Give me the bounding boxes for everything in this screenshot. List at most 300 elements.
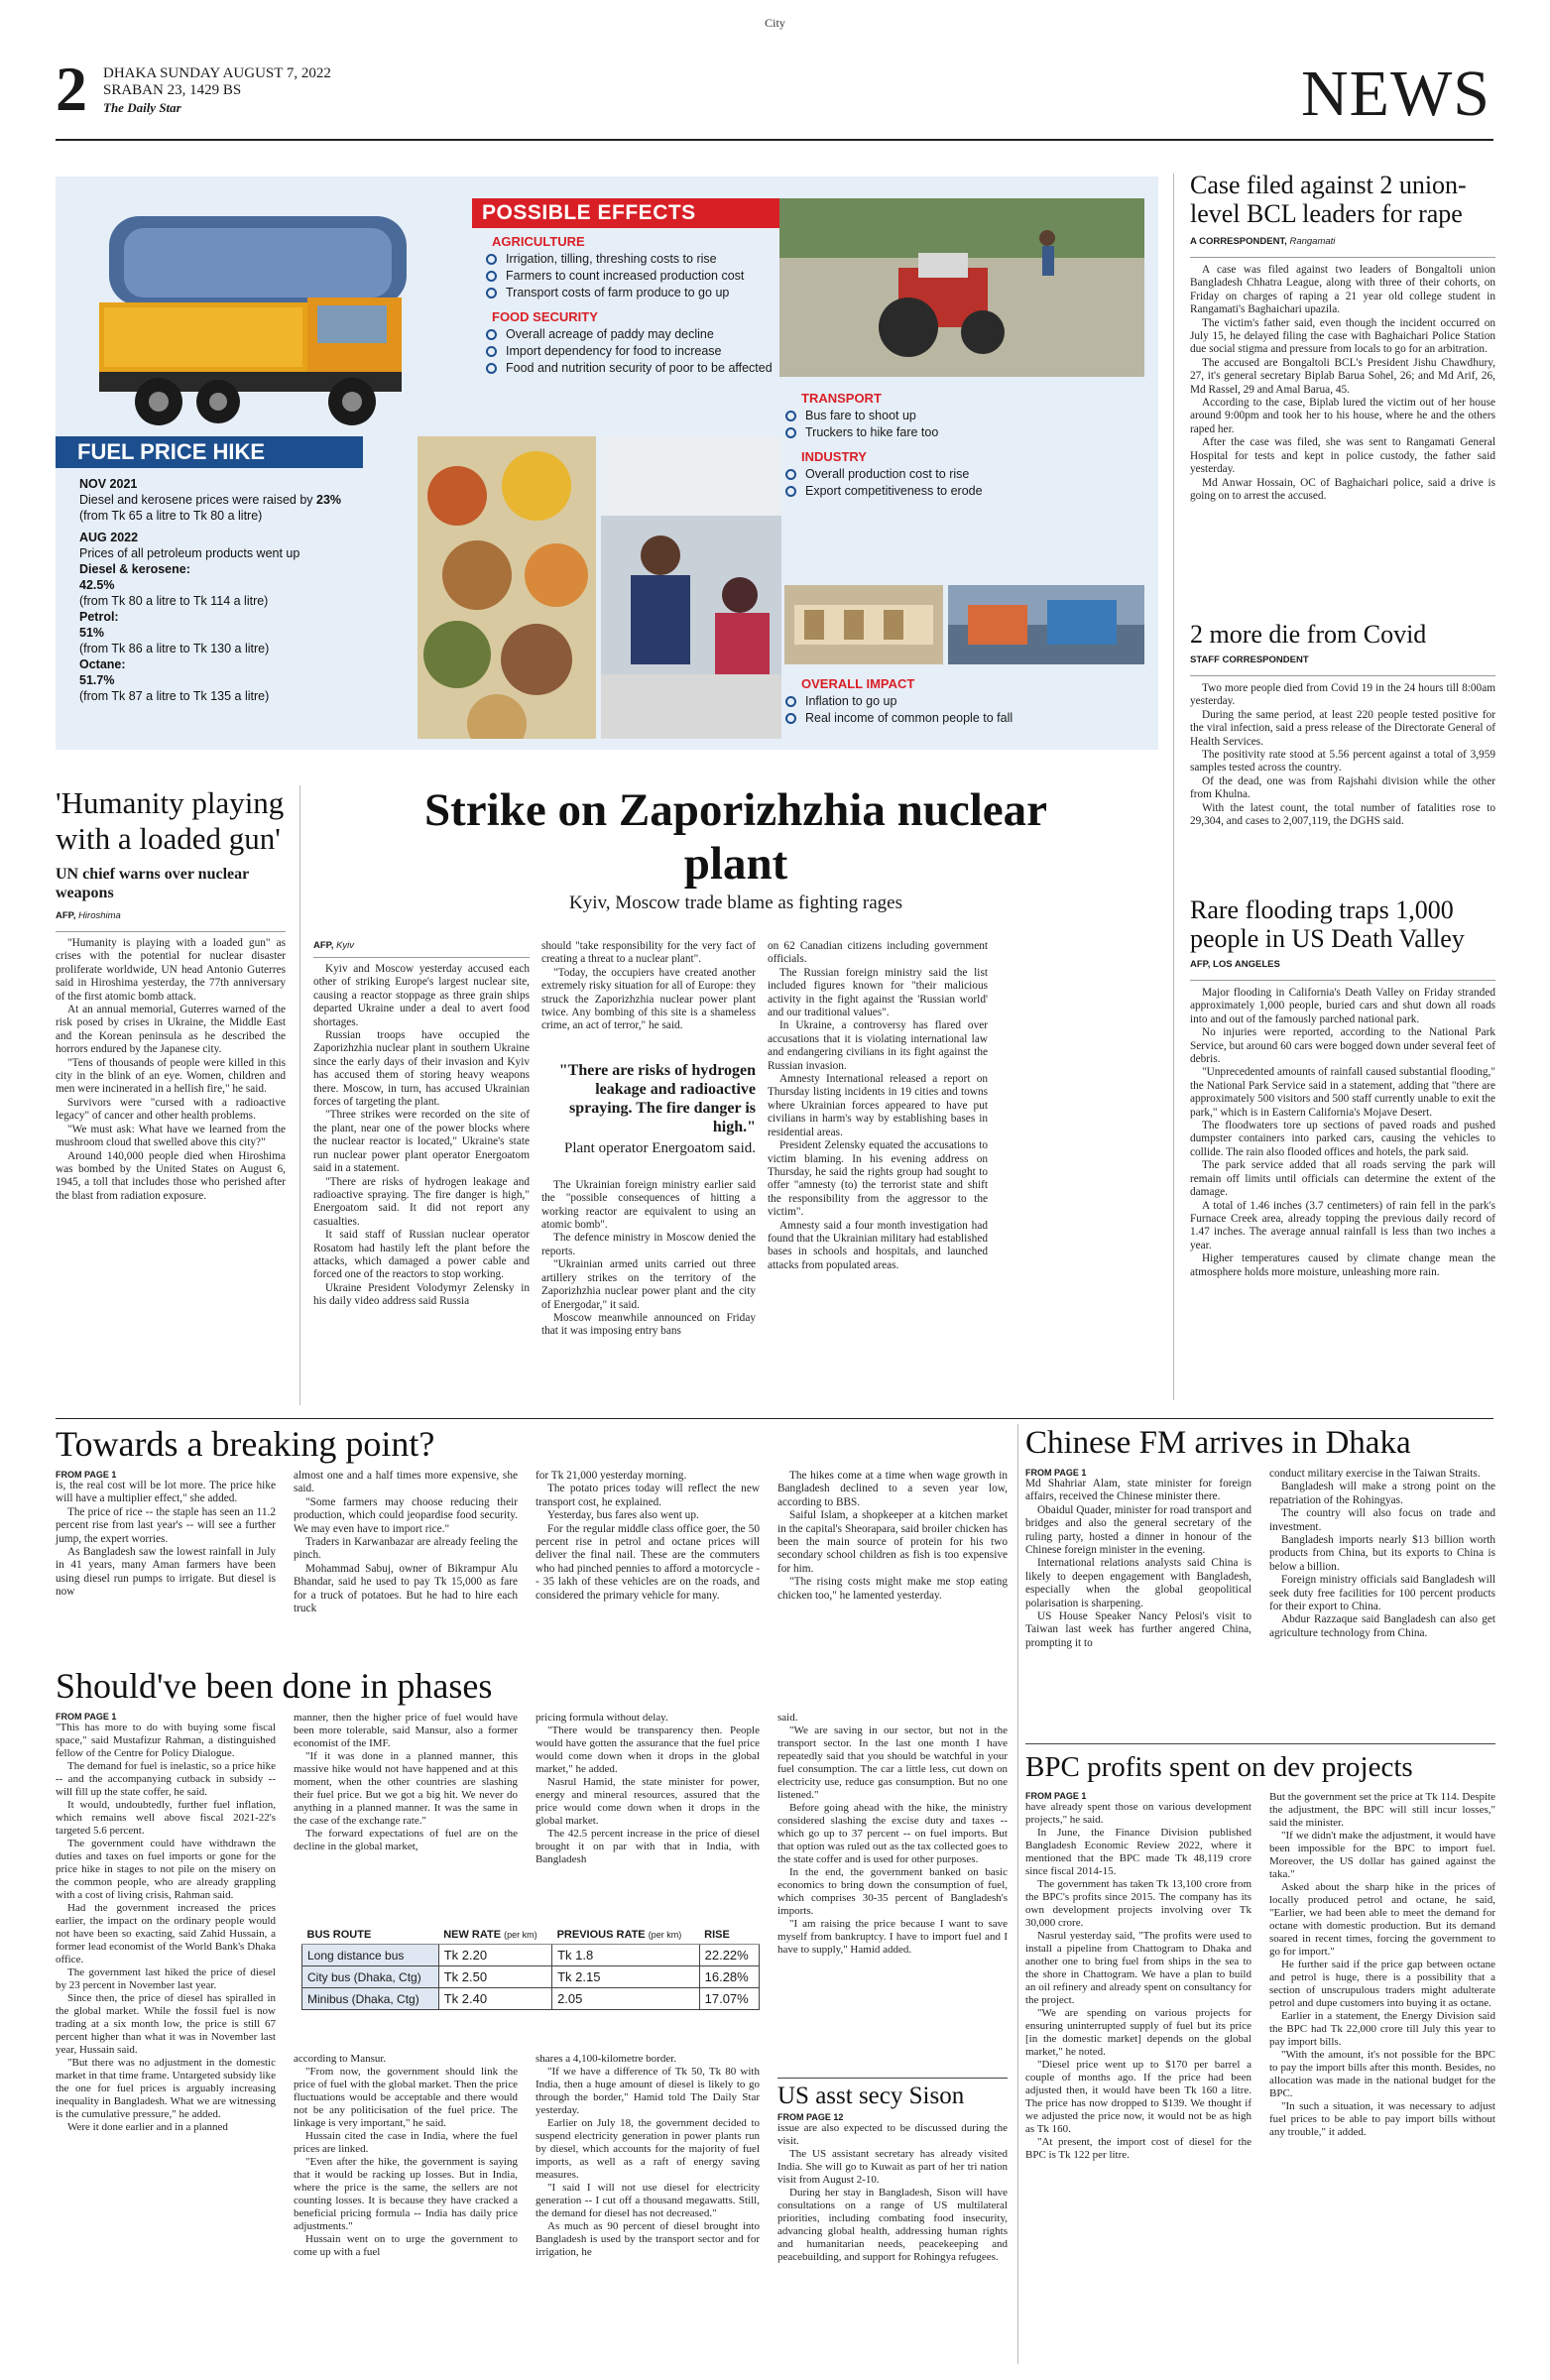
humanity-body bbox=[56, 931, 286, 1203]
paragraph: During the same period, at least 220 people tested positive for the viral infection, said a press release of the Directorate General of Health Services. bbox=[1190, 708, 1495, 748]
from-page: FROM PAGE 1 bbox=[1025, 1468, 1087, 1478]
shouldve-body-3a bbox=[536, 1712, 760, 1866]
shouldve-story bbox=[56, 1666, 1008, 1706]
paragraph: Ukraine President Volodymyr Zelensky in his daily video address said Russia bbox=[313, 1281, 530, 1308]
garment-factory-photo bbox=[601, 436, 781, 739]
paragraph: The Ukrainian foreign ministry earlier said the "possible consequences of hitting a working reactor are equivalent to using an atomic bomb". bbox=[541, 1178, 756, 1232]
diesel-label: Diesel & kerosene: bbox=[79, 562, 190, 576]
breaking-story bbox=[56, 1424, 1008, 1464]
paragraph: Kyiv and Moscow yesterday accused each other of striking Europe's largest nuclear site, causing a reactor stoppage as three grain ships departed Ukraine under a deal to avert food shortages. bbox=[313, 963, 530, 1028]
agriculture-item bbox=[486, 252, 809, 266]
paragraph: The government last hiked the price of diesel by 23 percent in November last year. bbox=[56, 1966, 276, 1991]
possible-effects-title: POSSIBLE EFFECTS bbox=[472, 198, 809, 228]
bus-fare-grid bbox=[301, 1926, 760, 2010]
bcl-body bbox=[1190, 257, 1495, 503]
paragraph: In Ukraine, a controversy has flared over accusations that it is violating international law and endangering civilians in its fight against the Russian invasion. bbox=[768, 1019, 988, 1072]
agriculture-item bbox=[486, 269, 809, 283]
paragraph: should "take responsibility for the very fact of creating a threat to a nuclear plant". bbox=[541, 940, 756, 966]
paragraph: The accused are Bongaltoli BCL's President Jishu Chawdhury, 27, it's general secretary Biplab Barua Sohel, 26; and Md Arif, 26, Md Rassel, 29 and Amal Barua, 45. bbox=[1190, 356, 1495, 396]
from-page: FROM PAGE 1 bbox=[1025, 1791, 1087, 1801]
possible-effects-block bbox=[472, 198, 809, 378]
strike-body-1 bbox=[313, 957, 530, 1309]
bpc-body-1 bbox=[1025, 1801, 1252, 2162]
shouldve-col-3b bbox=[536, 2053, 760, 2259]
paragraph: Before going ahead with the hike, the ministry considered slashing the excise duty and taxes -- which go up to 37 percent -- on fuel imports. But that option was ruled out as the tax collected goes to the state coffer and is used for other purposes. bbox=[777, 1802, 1008, 1865]
bullet-icon bbox=[785, 411, 796, 421]
strike-col-3 bbox=[768, 940, 988, 1272]
header-text: RISE bbox=[704, 1929, 730, 1941]
bcl-story bbox=[1190, 171, 1495, 503]
paragraph: have already spent those on various development projects," he said. bbox=[1025, 1801, 1252, 1826]
paragraph: "In such a situation, it was necessary to adjust fuel prices to be able to pay import bills without any trouble," it added. bbox=[1269, 2100, 1495, 2138]
industry-item bbox=[785, 484, 1146, 498]
pull-quote bbox=[541, 1061, 756, 1157]
paragraph: for Tk 21,000 yesterday morning. bbox=[536, 1470, 687, 1482]
effect-text: Overall production cost to rise bbox=[805, 467, 970, 481]
industry-title: INDUSTRY bbox=[801, 449, 867, 464]
paragraph: Two more people died from Covid 19 in the 24 hours till 8:00am yesterday. bbox=[1190, 682, 1495, 708]
from-page: FROM PAGE 1 bbox=[56, 1712, 117, 1722]
effect-text: Farmers to count increased production cost bbox=[506, 269, 745, 283]
paragraph: Foreign ministry officials said Bangladesh will seek duty free facilities for 100 percent products for their export to China. bbox=[1269, 1574, 1495, 1613]
paragraph: The US assistant secretary has already visited India. She will go to Kuwait as part of her tri nation visit from August 2-10. bbox=[777, 2148, 1008, 2186]
paragraph: He further said if the price gap between octane and petrol is huge, there is a possibility that a section of unscrupulous traders might adulterate petrol and dupe customers into buying it as octane. bbox=[1269, 1959, 1495, 2009]
page-number: 2 bbox=[56, 54, 87, 124]
infographic-panel bbox=[56, 177, 1158, 750]
humanity-byline bbox=[56, 910, 286, 921]
paragraph: "From now, the government should link the price of fuel with the global market. Then the price fluctuations would be acceptable and there would not be any politicisation of the fuel price. The linkage is very important," he said. bbox=[294, 2066, 518, 2129]
nov-text bbox=[79, 492, 413, 508]
paragraph: "There are risks of hydrogen leakage and radioactive spraying. The fire danger is high," Energoatom said. It did not report any casualties. bbox=[313, 1175, 530, 1228]
paragraph: Russian troops have occupied the Zaporizhzhia nuclear plant in southern Ukraine since the early days of their invasion and Kyiv has accused them of storing heavy weapons there. Moscow, in turn, has accused Ukrainian forces of targeting the plant. bbox=[313, 1029, 530, 1109]
food-item bbox=[486, 327, 809, 341]
strike-byline bbox=[313, 940, 530, 951]
paragraph: Were it done earlier and in a planned bbox=[67, 2121, 228, 2133]
effect-text: Food and nutrition security of poor to be affected bbox=[506, 361, 773, 375]
header-text: BUS ROUTE bbox=[306, 1929, 372, 1941]
header-rule bbox=[56, 139, 1493, 141]
paragraph: "Ukrainian armed units carried out three artillery strikes on the territory of the Zaporizhzhia nuclear power plant and the city of Energodar," it said. bbox=[541, 1258, 756, 1311]
bullet-icon bbox=[486, 329, 497, 340]
breaking-col-1 bbox=[56, 1470, 276, 1600]
paragraph: It said staff of Russian nuclear operator Rosatom had hastily left the plant before the attacks, which damaged a power cable and forced one of the reactors to stop working. bbox=[313, 1229, 530, 1281]
previous-rate-cell: Tk 2.15 bbox=[552, 1966, 700, 1988]
agriculture-title: AGRICULTURE bbox=[492, 234, 585, 249]
breaking-body-2 bbox=[294, 1470, 518, 1615]
paragraph: It would, undoubtedly, further fuel inflation, which remains well above fiscal 2021-22's targeted 5.6 percent. bbox=[56, 1799, 276, 1837]
covid-body bbox=[1190, 675, 1495, 828]
strike-col-2 bbox=[541, 940, 756, 1339]
paragraph: US House Speaker Nancy Pelosi's visit to Taiwan last week has further angered China, prompting it to bbox=[1025, 1610, 1252, 1649]
paragraph: almost one and a half times more expensive, she said. bbox=[294, 1470, 518, 1495]
strike-body-2b bbox=[541, 1179, 756, 1339]
paragraph: Amnesty International released a report on Thursday listing incidents in 19 cities and towns where Ukrainian forces appeared to have put civilians in harm's way by establishing bases in residential areas. bbox=[768, 1073, 988, 1138]
nov-pct: 23% bbox=[316, 493, 342, 507]
table-row bbox=[302, 1945, 760, 1966]
paragraph: "Tens of thousands of people were killed in this city in the blink of an eye. Women, children and men were incinerated in a hellish fire," he said. bbox=[56, 1056, 286, 1096]
paragraph: The floodwaters tore up sections of paved roads and pushed dumpster containers into parked cars, causing the vehicles to collide. The rain also flooded offices and hotels, the park said. bbox=[1190, 1120, 1495, 1158]
paragraph: "We are spending on various projects for ensuring uninterrupted supply of fuel but its price [in the domestic market] depends on the global market," he noted. bbox=[1025, 2007, 1252, 2058]
paragraph: conduct military exercise in the Taiwan Straits. bbox=[1269, 1468, 1481, 1480]
paragraph: pricing formula without delay. bbox=[536, 1712, 668, 1724]
strike-headline: Strike on Zaporizhzhia nuclear plant bbox=[424, 784, 1047, 890]
transport-title: TRANSPORT bbox=[801, 391, 882, 406]
paragraph: "The rising costs might make me stop eating chicken too," he lamented yesterday. bbox=[777, 1576, 1008, 1602]
shouldve-body-1 bbox=[56, 1722, 276, 2134]
paragraph: The government has taken Tk 13,100 crore from the BPC's profits since 2015. The company has its own development projects involving over Tk 30,000 crore. bbox=[1025, 1878, 1252, 1929]
covid-headline: 2 more die from Covid bbox=[1190, 620, 1427, 649]
effect-text: Export competitiveness to erode bbox=[805, 484, 983, 498]
food-security-title: FOOD SECURITY bbox=[492, 309, 598, 324]
rise-cell: 16.28% bbox=[699, 1966, 759, 1988]
octane-label: Octane: bbox=[79, 657, 126, 671]
paragraph: "Today, the occupiers have created another extremely risky situation for all of Europe: they struck the Zaporizhzhia nuclear power plant twice. Any bombing of this site is a shameless crime, an act of terror," he said. bbox=[541, 966, 756, 1032]
byline-text: A CORRESPONDENT, bbox=[1190, 236, 1287, 247]
breaking-body-4 bbox=[777, 1470, 1008, 1603]
bpc-headline: BPC profits spent on dev projects bbox=[1025, 1743, 1495, 1784]
grain-market-photo bbox=[417, 436, 596, 739]
sison-story bbox=[777, 2078, 1008, 2264]
header-unit: (per km) bbox=[648, 1930, 682, 1940]
chinese-fm-headline: Chinese FM arrives in Dhaka bbox=[1025, 1425, 1411, 1461]
octane-range: (from Tk 87 a litre to Tk 135 a litre) bbox=[79, 689, 270, 703]
chinese-col-1 bbox=[1025, 1468, 1252, 1650]
paragraph: "If it was done in a planned manner, this massive hike would not have happened and at this moment, when the other countries are slashing their fuel price. But we got a big hit. We never do anything in a planned manner. It was the same in the case of the exchange rate." bbox=[294, 1750, 518, 1827]
paragraph: The forward expectations of fuel are on the decline in the global market, bbox=[294, 1828, 518, 1852]
breaking-col-4 bbox=[777, 1470, 1008, 1603]
aug-text: Prices of all petroleum products went up bbox=[79, 546, 300, 560]
bpc-body-2 bbox=[1269, 1791, 1495, 2139]
strike-subhead: Kyiv, Moscow trade blame as fighting rages bbox=[569, 892, 902, 913]
paragraph: Hussain went on to urge the government to come up with a fuel bbox=[294, 2233, 518, 2258]
industry-photo-2 bbox=[948, 585, 1144, 664]
nov-range: (from Tk 65 a litre to Tk 80 a litre) bbox=[79, 509, 263, 523]
humanity-story bbox=[56, 785, 286, 1203]
paragraph: Asked about the sharp hike in the prices of locally produced petrol and octane, he said, "Earlier, we had been able to meet the demand for octane with domestic production. But its demand soared in recent times, forcing the government to go for import." bbox=[1269, 1881, 1495, 1958]
effect-text: Real income of common people to fall bbox=[805, 711, 1013, 725]
column-divider bbox=[1173, 174, 1174, 1400]
column-header bbox=[438, 1926, 551, 1945]
shouldve-col-3a bbox=[536, 1712, 760, 1866]
paragraph: "Three strikes were recorded on the site of the plant, near one of the power blocks where the nuclear reactor is located," Ukraine's state run nuclear power plant operator Energoatom said in a statement. bbox=[313, 1109, 530, 1175]
petrol-label: Petrol: bbox=[79, 610, 119, 624]
paragraph: For the regular middle class office goer, the 50 percent rise in petrol and octane prices will deliver the final nail. These are the commuters who had pinched pennies to afford a motorcycle -- 35 lakh of these vehicles are on the roads, and considered the primary vehicle for many. bbox=[536, 1522, 760, 1602]
paragraph: In the end, the government banked on basic economics to bring down the consumption of fuel, which comprises 30-35 percent of Bangladesh's imports. bbox=[777, 1866, 1008, 1917]
paragraph: The hikes come at a time when wage growth in Bangladesh declined to a seven year low, according to BBS. bbox=[777, 1470, 1008, 1508]
paragraph: President Zelensky equated the accusations to victim blaming. In his evening address on Thursday, he said the rights group had sought to offer "amnesty (to) the terrorist state and shift the responsibility from the aggressor to the victim". bbox=[768, 1139, 988, 1219]
overall-item bbox=[785, 694, 1146, 708]
industry-item bbox=[785, 467, 1146, 481]
overall-impact-title: OVERALL IMPACT bbox=[801, 676, 915, 691]
rise-cell: 22.22% bbox=[699, 1945, 759, 1966]
bpc-col-2 bbox=[1269, 1791, 1495, 2139]
food-item bbox=[486, 361, 809, 375]
column-header bbox=[302, 1926, 439, 1945]
fuel-price-details bbox=[56, 468, 413, 704]
covid-story bbox=[1190, 620, 1495, 828]
paragraph: said. bbox=[777, 1712, 798, 1724]
column-header bbox=[699, 1926, 759, 1945]
flood-headline: Rare flooding traps 1,000 people in US Death Valley bbox=[1190, 895, 1465, 953]
paragraph: Since then, the price of diesel has spiralled in the global market. While the fossil fuel is now trading at a six month low, the price is still 67 percent higher than what it was in November last year, Hussain said. bbox=[56, 1992, 276, 2056]
effect-text: Transport costs of farm produce to go up bbox=[506, 286, 730, 299]
table-row bbox=[302, 1966, 760, 1988]
paragraph: "Diesel price went up to $170 per barrel a couple of months ago. If the price had been adjusted then, it would have been Tk 160 a litre. The price has now dropped to $139. We thought if we adjusted the price now, it would not be as high as Tk 160. bbox=[1025, 2059, 1252, 2135]
effect-text: Truckers to hike fare too bbox=[805, 425, 939, 439]
bullet-icon bbox=[486, 363, 497, 374]
byline-text: AFP, bbox=[56, 910, 76, 921]
nov-label: NOV 2021 bbox=[79, 477, 138, 491]
bangla-date-text: SRABAN 23, 1429 BS bbox=[103, 82, 242, 98]
strike-story bbox=[313, 783, 1158, 914]
paragraph: Earlier in a statement, the Energy Division said the BPC had Tk 22,000 crore till July this year to pay import bills. bbox=[1269, 2010, 1495, 2048]
paragraph: on 62 Canadian citizens including government officials. bbox=[768, 940, 988, 966]
aug-label: AUG 2022 bbox=[79, 531, 139, 544]
shouldve-body-3b bbox=[536, 2053, 760, 2259]
bpc-story bbox=[1025, 1743, 1495, 1784]
truck-photo bbox=[69, 198, 451, 446]
paragraph: Major flooding in California's Death Valley on Friday stranded approximately 1,000 people, buried cars and shut down all roads into and out of the famously parched national park. bbox=[1190, 987, 1495, 1025]
paragraph: issue are also expected to be discussed during the visit. bbox=[777, 2122, 1008, 2147]
paragraph: The defence ministry in Moscow denied the reports. bbox=[541, 1232, 756, 1257]
petrol-pct: 51% bbox=[79, 626, 105, 640]
paragraph: "We are saving in our sector, but not in the transport sector. In the last one month I have repeatedly said that you should be watchful in your fuel consumption. The car a little less, cut down on electricity use, reduce gas consumption. But no one listened." bbox=[777, 1725, 1008, 1801]
paragraph: "There would be transparency then. People would have gotten the assurance that the fuel price would come down when it drops in the global market," he added. bbox=[536, 1725, 760, 1775]
new-rate-cell: Tk 2.50 bbox=[438, 1966, 551, 1988]
shouldve-body-2a bbox=[294, 1712, 518, 1853]
shouldve-col-4 bbox=[777, 1712, 1008, 1957]
breaking-body-1 bbox=[56, 1480, 276, 1600]
sison-headline: US asst secy Sison bbox=[777, 2078, 1008, 2110]
paragraph: International relations analysts said China is likely to deepen engagement with Bangladesh, especially when the global geopolitical polarisation is sharpening. bbox=[1025, 1557, 1252, 1609]
chinese-body-1 bbox=[1025, 1478, 1252, 1650]
paragraph: Bangladesh imports nearly $13 billion worth products from China, but its exports to China is below a billion. bbox=[1269, 1534, 1495, 1573]
paragraph: "Some farmers may choose reducing their production, which could jeopardise food security. We may even have to import rice." bbox=[294, 1495, 518, 1535]
header-text: NEW RATE bbox=[443, 1929, 502, 1941]
previous-rate-cell: Tk 1.8 bbox=[552, 1945, 700, 1966]
paragraph: The Russian foreign ministry said the list included figures known for "their malicious activity in the fight against the 'Russian world' and our traditional values". bbox=[768, 966, 988, 1019]
paragraph: A case was filed against two leaders of Bongaltoli union Bangladesh Chhatra League, along with three of their cohorts, on Friday on charges of raping a 21 year old college student in Rangamati's Baghaichari upazila. bbox=[1190, 264, 1495, 316]
paragraph: is, the real cost will be lot more. The price hike will have a multiplier effect," she added. bbox=[56, 1480, 276, 1505]
food-item bbox=[486, 344, 809, 358]
date-line bbox=[103, 65, 331, 116]
paragraph: Bangladesh will make a strong point on the repatriation of the Rohingyas. bbox=[1269, 1481, 1495, 1506]
humanity-subhead: UN chief warns over nuclear weapons bbox=[56, 866, 249, 901]
paragraph: "This has more to do with buying some fiscal space," said Mustafizur Rahman, a distinguished fellow of the Centre for Policy Dialogue. bbox=[56, 1722, 276, 1759]
route-cell: City bus (Dhaka, Ctg) bbox=[302, 1966, 439, 1988]
paragraph: Yesterday, bus fares also went up. bbox=[547, 1509, 699, 1522]
paragraph: Md Shahriar Alam, state minister for foreign affairs, received the Chinese minister there. bbox=[1025, 1478, 1252, 1503]
column-divider bbox=[299, 785, 300, 1405]
paragraph: Around 140,000 people died when Hiroshima was bombed by the United States on August 6, 1945, a toll that includes those who perished after the blast from radiation exposure. bbox=[56, 1149, 286, 1202]
humanity-headline: 'Humanity playing with a loaded gun' bbox=[56, 785, 285, 856]
shouldve-body-4 bbox=[777, 1712, 1008, 1957]
effect-text: Bus fare to shoot up bbox=[805, 409, 916, 422]
bullet-icon bbox=[785, 486, 796, 497]
paragraph: "At present, the import cost of diesel for the BPC is Tk 122 per litre. bbox=[1025, 2136, 1252, 2161]
breaking-col-3 bbox=[536, 1470, 760, 1603]
byline-place: Hiroshima bbox=[78, 910, 121, 921]
paragraph: Obaidul Quader, minister for road transport and bridges and also the general secretary of the ruling party, hosted a dinner in honour of the Chinese foreign minister in the evening. bbox=[1025, 1503, 1252, 1557]
bus-fare-table bbox=[301, 1926, 760, 2010]
sison-body bbox=[777, 2122, 1008, 2264]
paragraph: The victim's father said, even though the incident occurred on July 15, he delayed filing the case with Baghaichari Police Station due social stigma and pressure from locals to go for an arbitration. bbox=[1190, 316, 1495, 356]
paragraph: "We must ask: What have we learned from the mushroom cloud that swelled above this city?" bbox=[56, 1123, 286, 1149]
paragraph: At an annual memorial, Guterres warned of the risk posed by crises in Ukraine, the Middle East and the Korean peninsula as he described the horrors endured by the Japanese city. bbox=[56, 1004, 286, 1056]
header-unit: (per km) bbox=[504, 1930, 537, 1940]
bullet-icon bbox=[785, 696, 796, 707]
paragraph: Nasrul Hamid, the state minister for power, energy and mineral resources, assured that the price would come down when it drops in the global market. bbox=[536, 1776, 760, 1827]
octane-pct: 51.7% bbox=[79, 673, 115, 687]
paragraph: Traders in Karwanbazar are already feeling the pinch. bbox=[294, 1536, 518, 1562]
fuel-price-hike-title: FUEL PRICE HIKE bbox=[56, 436, 363, 468]
paragraph: "If we didn't make the adjustment, it would have been impossible for the BPC to import fuel. Moreover, the US dollar has gained against the taka." bbox=[1269, 1830, 1495, 1880]
shouldve-body-2b bbox=[294, 2053, 518, 2259]
chinese-fm-story bbox=[1025, 1424, 1495, 1462]
strike-col-1 bbox=[313, 940, 530, 1309]
paragraph: shares a 4,100-kilometre border. bbox=[536, 2053, 677, 2065]
covid-byline: STAFF CORRESPONDENT bbox=[1190, 654, 1309, 665]
header-text: PREVIOUS RATE bbox=[556, 1929, 646, 1941]
bullet-icon bbox=[486, 346, 497, 357]
section-label: City bbox=[765, 16, 785, 30]
rise-cell: 17.07% bbox=[699, 1988, 759, 2010]
fuel-price-hike-block bbox=[56, 436, 413, 704]
paragraph: The government could have withdrawn the duties and taxes on fuel imports or gone for the price hike in stages to not pile on the misery on the common people, who are already grappling with a cost of living crisis, Rahman said. bbox=[56, 1838, 276, 1901]
paragraph: But the government set the price at Tk 114. Despite the adjustment, the BPC will still incur losses," said the minister. bbox=[1269, 1791, 1495, 1829]
bullet-icon bbox=[486, 254, 497, 265]
paragraph: A total of 1.46 inches (3.7 centimeters) of rain fell in the park's Furnace Creek area, already topping the previous daily record of 1.47 inches. The average annual rainfall is less than two inches a year. bbox=[1190, 1199, 1495, 1251]
paragraph: "Humanity is playing with a loaded gun" as crises with the potential for nuclear disaster proliferate worldwide, UN head Antonio Guterres said in Hiroshima yesterday, the 77th anniversary of the first atomic bomb attack. bbox=[56, 937, 286, 1003]
route-cell: Minibus (Dhaka, Ctg) bbox=[302, 1988, 439, 2010]
from-page: FROM PAGE 12 bbox=[777, 2112, 844, 2122]
byline-place: Kyiv bbox=[336, 940, 355, 951]
new-rate-cell: Tk 2.20 bbox=[438, 1945, 551, 1966]
transport-item bbox=[785, 425, 1146, 439]
bcl-headline: Case filed against 2 union-level BCL leaders for rape bbox=[1190, 171, 1467, 228]
tractor-photo bbox=[779, 198, 1144, 377]
chinese-col-2 bbox=[1269, 1468, 1495, 1640]
bullet-icon bbox=[486, 271, 497, 282]
paragraph: As Bangladesh saw the lowest rainfall in July in 41 years, many Aman farmers have been using diesel run pumps to irrigate. But diesel is now bbox=[56, 1546, 276, 1599]
effect-text: Inflation to go up bbox=[805, 694, 897, 708]
previous-rate-cell: 2.05 bbox=[552, 1988, 700, 2010]
overall-item bbox=[785, 711, 1146, 725]
table-row bbox=[302, 1988, 760, 2010]
flood-story bbox=[1190, 895, 1495, 1279]
bullet-icon bbox=[785, 469, 796, 480]
bpc-col-1 bbox=[1025, 1791, 1252, 2162]
shouldve-col-1 bbox=[56, 1712, 276, 2134]
paragraph: Saiful Islam, a shopkeeper at a kitchen market in the capital's Sheorapara, said broiler chicken has been the main source of protein for his two secondary school children as fish is too expensive for him. bbox=[777, 1509, 1008, 1575]
from-page: FROM PAGE 1 bbox=[56, 1470, 117, 1480]
paragraph: Earlier on July 18, the government decided to suspend electricity generation in power plants run by diesel, which accounts for the majority of fuel imports, as well as a raft of energy saving measures. bbox=[536, 2117, 760, 2181]
paragraph: "I said I will not use diesel for electricity generation -- I cut off a thousand megawatts. Still, the demand for diesel has not decreased." bbox=[536, 2182, 760, 2219]
transport-industry-block bbox=[779, 385, 1146, 501]
paragraph: Abdur Razzaque said Bangladesh can also get agriculture technology from China. bbox=[1269, 1613, 1495, 1639]
paragraph: Mohammad Sabuj, owner of Bikrampur Alu Bhandar, said he used to pay Tk 15,000 as fare for a truck of potatoes. But he had to hire each truck bbox=[294, 1562, 518, 1615]
transport-item bbox=[785, 409, 1146, 422]
bullet-icon bbox=[486, 288, 497, 298]
effect-text: Overall acreage of paddy may decline bbox=[506, 327, 714, 341]
pull-quote-attribution: Plant operator Energoatom said. bbox=[563, 1139, 756, 1156]
paragraph: No injuries were reported, according to the National Park Service, but around 60 cars were bogged down under several feet of debris. bbox=[1190, 1026, 1495, 1066]
paragraph: As much as 90 percent of diesel brought into Bangladesh is used by the transport sector and for irrigation, he bbox=[536, 2220, 760, 2258]
date-text: DHAKA SUNDAY AUGUST 7, 2022 bbox=[103, 65, 331, 81]
nov-desc: Diesel and kerosene prices were raised by bbox=[79, 493, 313, 507]
paragraph: "Unprecedented amounts of rainfall caused substantial flooding," the National Park Service said in a statement, adding that "there are approximately 500 visitors and 500 staff currently unable to exit the park," which is in Eastern California's Mojave Desert. bbox=[1190, 1066, 1495, 1119]
paragraph: "With the amount, it's not possible for the BPC to pay the import bills after this month. Besides, no allocation was made in the national budget for the BPC. bbox=[1269, 2049, 1495, 2099]
effect-text: Irrigation, tilling, threshing costs to rise bbox=[506, 252, 717, 266]
section-rule bbox=[56, 1418, 1493, 1419]
breaking-headline: Towards a breaking point? bbox=[56, 1424, 435, 1464]
paragraph: Of the dead, one was from Rajshahi division while the other from Khulna. bbox=[1190, 774, 1495, 801]
paragraph: The 42.5 percent increase in the price of diesel brought it on par with that in India, with Bangladesh bbox=[536, 1828, 760, 1865]
paragraph: "But there was no adjustment in the domestic market in that time frame. Untargeted subsidy like the one for fuel prices is arguably increasing inequality in Bangladesh. What we are witnessing is the cumulative pressure," he added. bbox=[56, 2057, 276, 2120]
paragraph: Survivors were "cursed with a radioactive legacy" of cancer and other health problems. bbox=[56, 1096, 286, 1123]
paragraph: During her stay in Bangladesh, Sison will have consultations on a range of US multilateral priorities, including combating food insecurity, advancing global health, addressing human rights and humanitarian needs, peacekeeping and peacebuilding, and support for Rohingya refugees. bbox=[777, 2187, 1008, 2263]
pull-quote-text: "There are risks of hydrogen leakage and radioactive spraying. The fire danger is high." bbox=[558, 1061, 756, 1135]
route-cell: Long distance bus bbox=[302, 1945, 439, 1966]
byline-place: Rangamati bbox=[1289, 236, 1336, 247]
paragraph: The country will also focus on trade and investment. bbox=[1269, 1507, 1495, 1533]
paragraph: manner, then the higher price of fuel would have been more tolerable, said Mansur, also a former economist of the IMF. bbox=[294, 1712, 518, 1749]
paragraph: Md Anwar Hossain, OC of Baghaichari police, said a drive is going on to arrest the accused. bbox=[1190, 476, 1495, 502]
paragraph: The positivity rate stood at 5.56 percent against a total of 3,959 samples tested across the country. bbox=[1190, 749, 1495, 774]
strike-body-3 bbox=[768, 940, 988, 1272]
paragraph: After the case was filed, she was sent to Rangamati General Hospital for tests and kept in police custody, the father said yesterday. bbox=[1190, 436, 1495, 476]
paragraph: Nasrul yesterday said, "The profits were used to install a pipeline from Chattogram to Dhaka and another one to bring fuel from ships in the sea to the shore in Chattogram. We have a plan to build an oil refinery and already spent on consultancy for the project. bbox=[1025, 1930, 1252, 2006]
breaking-body-3 bbox=[536, 1470, 760, 1603]
paragraph: With the latest count, the total number of fatalities rose to 29,304, and cases to 2,007,119, the DGHS said. bbox=[1190, 801, 1495, 828]
diesel-pct: 42.5% bbox=[79, 578, 115, 592]
breaking-col-2 bbox=[294, 1470, 518, 1615]
column-header bbox=[552, 1926, 700, 1945]
agriculture-item bbox=[486, 286, 809, 299]
effect-text: Import dependency for food to increase bbox=[506, 344, 722, 358]
paragraph: "I am raising the price because I want to save myself from bankruptcy. I have to import fuel and I have to supply," Hamid added. bbox=[777, 1918, 1008, 1956]
paragraph: According to the case, Biplab lured the victim out of her house around 9:00pm and took her to his house, where he and the others raped her. bbox=[1190, 397, 1495, 435]
petrol-range: (from Tk 86 a litre to Tk 130 a litre) bbox=[79, 642, 270, 655]
paragraph: The park service added that all roads serving the park will remain off limits until officials can determine the extent of the damage. bbox=[1190, 1159, 1495, 1199]
paragraph: The price of rice -- the staple has seen an 11.2 percent rise from last year's -- will see a further jump, the expert worries. bbox=[56, 1505, 276, 1545]
byline-text: AFP, bbox=[313, 940, 334, 951]
diesel-range: (from Tk 80 a litre to Tk 114 a litre) bbox=[79, 594, 269, 608]
section-title: NEWS bbox=[1301, 58, 1490, 130]
column-divider bbox=[1017, 1424, 1018, 2364]
bullet-icon bbox=[785, 427, 796, 438]
chinese-body-2 bbox=[1269, 1468, 1495, 1640]
bcl-byline bbox=[1190, 236, 1495, 247]
new-rate-cell: Tk 2.40 bbox=[438, 1988, 551, 2010]
paragraph: Hussain cited the case in India, where the fuel prices are linked. bbox=[294, 2130, 518, 2155]
paragraph: Moscow meanwhile announced on Friday that it was imposing entry bans bbox=[541, 1311, 756, 1338]
masthead-logo: The Daily Star bbox=[103, 100, 181, 115]
flood-body bbox=[1190, 980, 1495, 1279]
paragraph: "If we have a difference of Tk 50, Tk 80 with India, then a huge amount of diesel is likely to go through the border," Hamid told The Daily Star yesterday. bbox=[536, 2066, 760, 2116]
paragraph: Higher temperatures caused by climate change mean the atmosphere holds more moisture, unleashing more rain. bbox=[1190, 1252, 1495, 1278]
paragraph: Amnesty said a four month investigation had found that the Ukrainian military had established bases in schools and hospitals, and launched attacks from populated areas. bbox=[768, 1219, 988, 1271]
paragraph: The demand for fuel is inelastic, so a price hike -- and the accompanying cutback in subsidy -- will fill up the state coffer, he said. bbox=[56, 1760, 276, 1798]
paragraph: according to Mansur. bbox=[294, 2053, 387, 2065]
overall-impact-block bbox=[779, 670, 1146, 728]
paragraph: The potato prices today will reflect the new transport cost, he explained. bbox=[536, 1483, 760, 1508]
shouldve-col-2a bbox=[294, 1712, 518, 1853]
strike-body-2a bbox=[541, 940, 756, 1033]
shouldve-headline: Should've been done in phases bbox=[56, 1666, 493, 1706]
shouldve-col-2b bbox=[294, 2053, 518, 2259]
paragraph: In June, the Finance Division published Bangladesh Economic Review 2022, where it mentioned that the BPC made Tk 48,119 crore since fiscal 2014-15. bbox=[1025, 1827, 1252, 1877]
